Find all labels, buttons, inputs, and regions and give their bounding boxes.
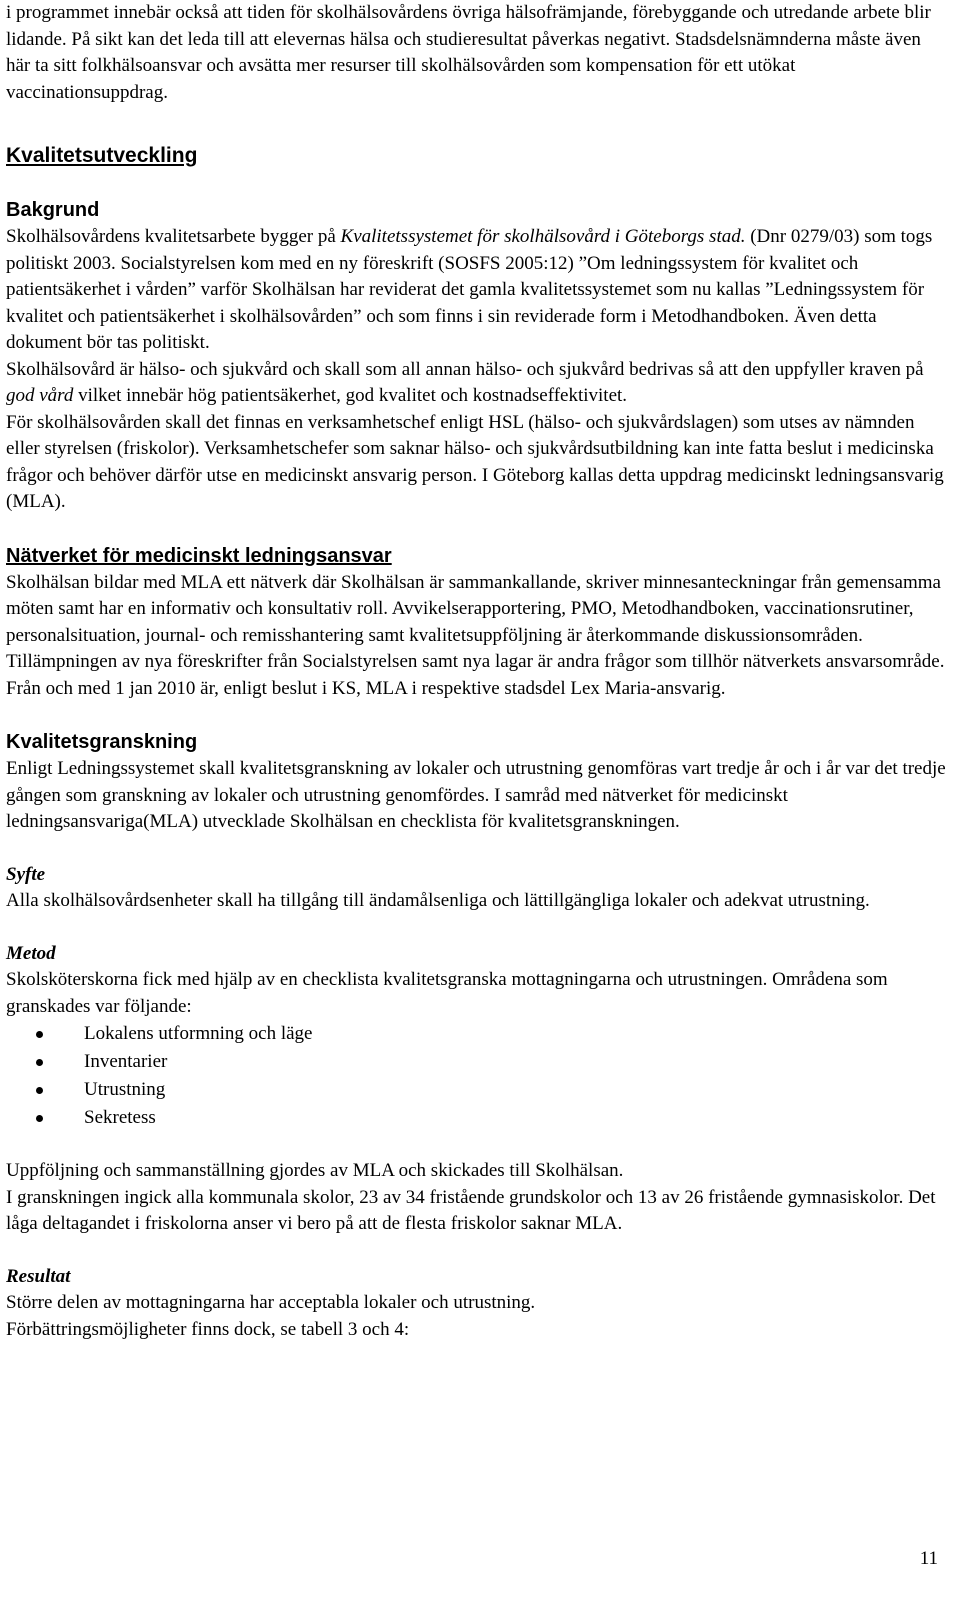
intro-paragraph: i programmet innebär också att tiden för skolhälsovårdens övriga hälsofrämjande, förebyggande och utredande arbete blir lidande. På sikt kan det leda till att elevernas hälsa och studieresultat påverkas negativt. Stadsdelsnämnderna måste även här ta sitt folkhälsoansvar och avsätta mer resurser till skolhälsovården som kompensation för ett utökat vaccinationsuppdrag. [6, 2, 931, 103]
subheading-natverket: Nätverket för medicinskt ledningsansvar [6, 544, 392, 567]
bullet-icon [36, 1059, 43, 1066]
list-item [6, 1048, 946, 1076]
followup-paragraph: Uppföljning och sammanställning gjordes av MLA och skickades till Skolhälsan. [6, 1160, 624, 1181]
subheading-kvalitetsgranskning: Kvalitetsgranskning [6, 731, 198, 753]
list-item-label: Utrustning [84, 1079, 166, 1100]
bullet-icon [36, 1087, 43, 1094]
areas-list [6, 1020, 946, 1132]
kvalitetsgranskning-paragraph: Enligt Ledningssystemet skall kvalitetsgranskning av lokaler och utrustning genomföras vart tredje år och i år var det tredje gången som granskning av lokaler och utrustning genomfördes. I samråd med nätverket för medicinskt ledningsansvariga(MLA) utvecklade Skolhälsan en checklista för kvalitetsgranskningen. [6, 758, 946, 832]
list-item-label: Sekretess [84, 1107, 156, 1128]
bullet-icon [36, 1031, 43, 1038]
bakgrund-text-em: Kvalitetssystemet för skolhälsovård i Göteborgs stad. [340, 226, 746, 247]
subheading-resultat: Resultat [6, 1265, 71, 1287]
list-item [6, 1104, 946, 1132]
bakgrund-p2-text-em: god vård [6, 385, 74, 406]
bakgrund-paragraph-2 [6, 357, 946, 410]
resultat-line-2: Förbättringsmöjligheter finns dock, se tabell 3 och 4: [6, 1318, 410, 1340]
participation-paragraph: I granskningen ingick alla kommunala skolor, 23 av 34 fristående grundskolor och 13 av 26 fristående gymnasiskolor. Det låga deltagandet i friskolorna anser vi bero på att de flesta friskolor saknar MLA. [6, 1186, 936, 1234]
list-item-label: Lokalens utformning och läge [84, 1023, 313, 1044]
list-item-label: Inventarier [84, 1051, 168, 1072]
bakgrund-paragraph-3: För skolhälsovården skall det finnas en verksamhetschef enligt HSL (hälso- och sjukvårdslagen) som utses av nämnden eller styrelsen (friskolor). Verksamhetschefer som saknar hälso- och sjukvårdsutbildning kan inte fatta beslut i medicinska frågor och behöver därför utse en medicinskt ansvarig person. I Göteborg kallas detta uppdrag medicinskt ledningsansvarig (MLA). [6, 411, 944, 512]
bakgrund-text-a: Skolhälsovårdens kvalitetsarbete bygger på [6, 226, 341, 247]
page-number: 11 [919, 1548, 938, 1569]
subheading-bakgrund: Bakgrund [6, 199, 100, 221]
list-item [6, 1076, 946, 1104]
bullet-icon [36, 1115, 43, 1122]
bakgrund-p2-text-a: Skolhälsovård är hälso- och sjukvård och skall som all annan hälso- och sjukvård bedrivas så att den uppfyller kraven på [6, 358, 924, 380]
section-heading-kvalitetsutveckling: Kvalitetsutveckling [6, 144, 198, 167]
natverket-paragraph: Skolhälsan bildar med MLA ett nätverk där Skolhälsan är sammankallande, skriver minnesanteckningar från gemensamma möten samt har en informativ och konsultativ roll. Avvikelserapportering, PMO, Metodhandboken, vaccinationsrutiner, personalsituation, journal- och remisshantering samt kvalitetsuppföljning är återkommande diskussionsområden. Tillämpningen av nya föreskrifter från Socialstyrelsen samt nya lagar är andra frågor som tillhör nätverkets ansvarsområde. Från och med 1 jan 2010 är, enligt beslut i KS, MLA i respektive stadsdel Lex Maria-ansvarig. [6, 571, 945, 699]
bakgrund-paragraph-1 [6, 224, 946, 357]
list-item [6, 1020, 946, 1048]
subheading-syfte: Syfte [6, 863, 46, 885]
bakgrund-text-b: (Dnr 0279/03) som togs politiskt 2003. Socialstyrelsen kom med en ny föreskrift (SOSFS 2005:12) ”Om ledningssystem för kvalitet och patientsäkerhet i vården” varför Skolhälsan har reviderat det gamla kvalitetssystemet som nu kallas ”Ledningssystem för kvalitet och patientsäkerhet i skolhälsovården” och som finns i sin reviderade form i Metodhandboken. Även detta dokument bör tas politiskt. [6, 226, 933, 353]
metod-paragraph: Skolsköterskorna fick med hjälp av en checklista kvalitetsgranska mottagningarna och utrustningen. Områdena som granskades var följande: [6, 969, 888, 1017]
document-page [6, 0, 946, 1343]
resultat-line-1: Större delen av mottagningarna har acceptabla lokaler och utrustning. [6, 1292, 536, 1313]
bakgrund-p2-text-b: vilket innebär hög patientsäkerhet, god kvalitet och kostnadseffektivitet. [73, 385, 628, 406]
syfte-paragraph: Alla skolhälsovårdsenheter skall ha tillgång till ändamålsenliga och lättillgängliga lokaler och adekvat utrustning. [6, 890, 870, 911]
subheading-metod: Metod [6, 942, 56, 964]
